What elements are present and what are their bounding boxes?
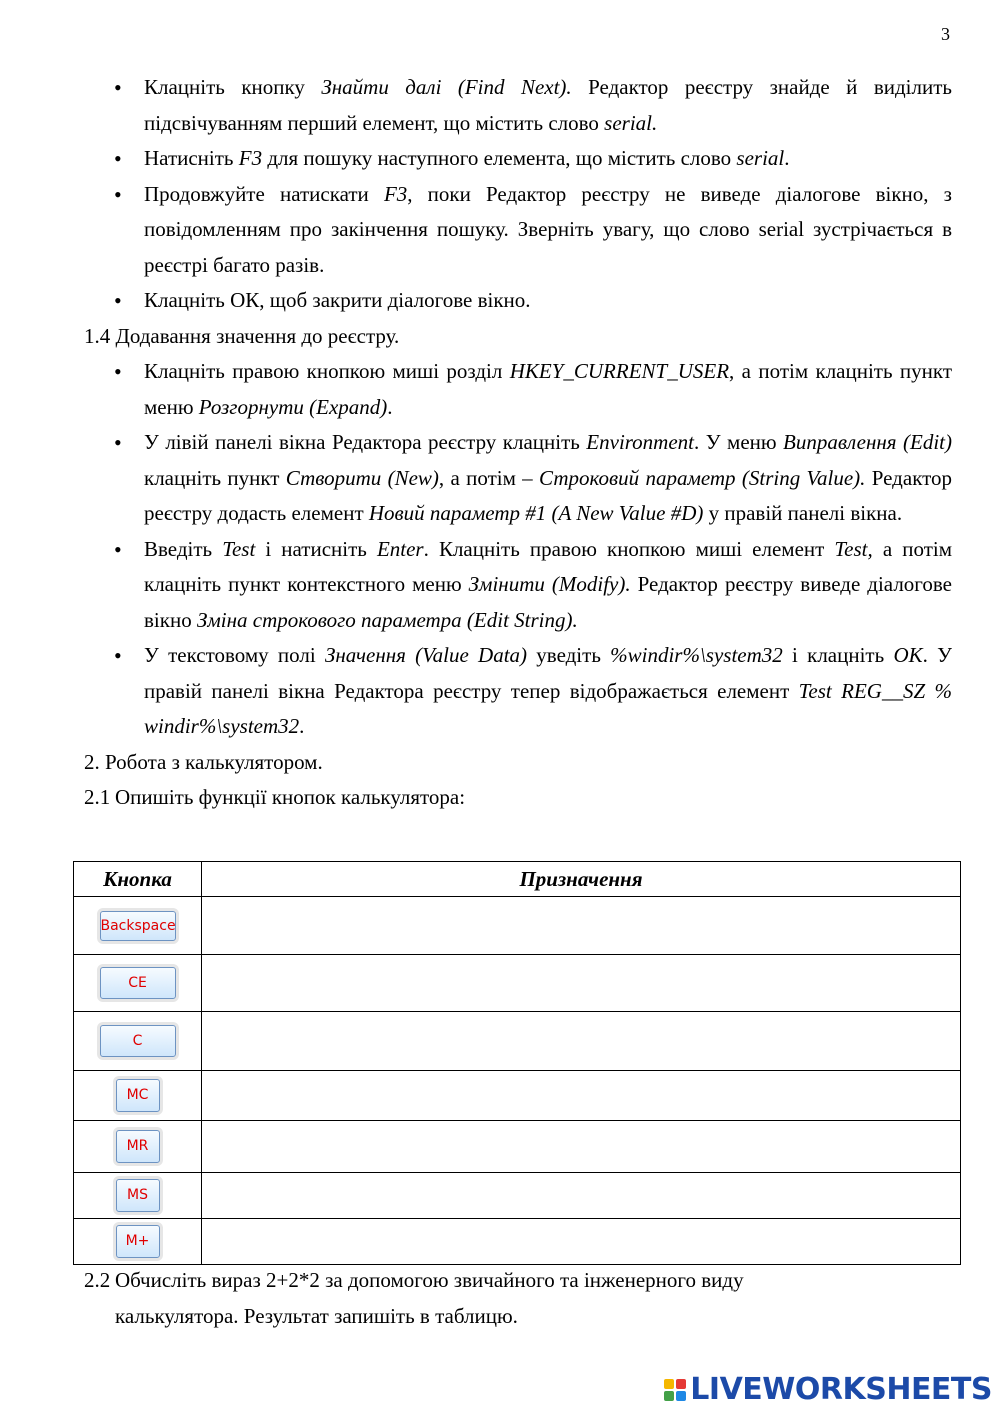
section-2-1-text: Опишіть функції кнопок калькулятора: <box>115 785 466 809</box>
button-cell <box>74 1219 202 1265</box>
text-run: . <box>299 714 305 738</box>
text-run: , а потім – <box>438 465 540 490</box>
italic-term: serial. <box>604 110 658 135</box>
table-row <box>74 1173 961 1219</box>
bullet-item <box>84 177 952 284</box>
calc-button-mr: MR <box>116 1130 160 1163</box>
italic-term: F3 <box>238 146 263 170</box>
calc-button-mc: MC <box>116 1079 160 1112</box>
table-row <box>74 1071 961 1121</box>
table-header-row <box>74 862 961 897</box>
italic-term: Зміна строкового параметра (Edit String). <box>196 607 578 632</box>
italic-term: Строковий параметр (String Value). <box>539 465 866 490</box>
column-header-purpose: Призначення <box>202 862 961 897</box>
calc-button-backspace: Backspace <box>100 911 176 941</box>
document-body <box>84 70 952 816</box>
text-run: у правій панелі вікна. <box>703 501 903 525</box>
italic-term: Виправлення (Edit) <box>783 430 953 454</box>
italic-term: %windir%\system32 <box>610 643 783 667</box>
section-1-4-heading: 1.4 Додавання значення до реєстру. <box>84 323 400 348</box>
text-run: Клацніть кнопку <box>144 75 322 99</box>
calc-button-ce: CE <box>100 967 176 999</box>
section-2-heading: 2. Робота з калькулятором. <box>84 749 323 774</box>
text-run: , поки Редактор реєстру не виведе діалогове вікно, з повідомленням про закінчення пошуку. Зверніть увагу, що слово serial зустрічається в реєстрі багато разів. <box>144 181 952 277</box>
text-run: . У правій панелі вікна Редактора реєстру тепер відображається елемент <box>144 643 952 703</box>
italic-term: Новий параметр #1 (A New Value #D) <box>368 501 704 525</box>
table-row <box>74 1219 961 1265</box>
bullet-item <box>84 425 952 532</box>
section-2-1-number: 2.1 <box>84 785 111 809</box>
button-cell <box>74 897 202 955</box>
text-run: У лівій панелі вікна Редактора реєстру клацніть <box>144 430 587 454</box>
table-row <box>74 1121 961 1173</box>
purpose-cell[interactable] <box>202 1121 961 1173</box>
italic-term: Test REG__SZ % windir%\system32 <box>144 678 953 738</box>
logo-tile <box>664 1391 674 1401</box>
text-run: Редактор реєстру знайде й виділить підсвічуванням перший елемент, що містить слово <box>144 75 952 135</box>
table-body <box>74 897 961 1265</box>
liveworksheets-logo <box>664 1372 992 1407</box>
table-row <box>74 897 961 955</box>
logo-mark-icon <box>664 1379 686 1401</box>
section-2-1-heading <box>84 780 952 816</box>
italic-term: Розгорнути (Expand) <box>198 394 388 419</box>
text-run: , а потім клацніть пункт меню <box>144 359 953 419</box>
text-run: . <box>387 394 393 419</box>
bullet-item <box>84 70 952 141</box>
section-2-2 <box>84 1262 952 1334</box>
purpose-cell[interactable] <box>202 1012 961 1071</box>
calculator-buttons-table <box>73 861 961 1265</box>
logo-tile <box>664 1379 674 1389</box>
purpose-cell[interactable] <box>202 897 961 955</box>
text-run: . У меню <box>694 430 784 454</box>
purpose-cell[interactable] <box>202 1173 961 1219</box>
add-value-steps-list <box>84 354 952 745</box>
section-2-2-text-1: Обчисліть вираз 2+2*2 за допомогою звичайного та інженерного виду <box>115 1268 744 1292</box>
button-cell <box>74 1012 202 1071</box>
text-run: і клацніть <box>782 643 894 667</box>
text-run: Клацніть правою кнопкою миші розділ <box>144 359 510 383</box>
logo-tile <box>676 1391 686 1401</box>
calc-button-ms: MS <box>116 1179 160 1212</box>
section-2-2-line-2: калькулятора. Результат запишіть в таблицю. <box>115 1304 518 1328</box>
bullet-item <box>84 532 952 639</box>
text-run: Редактор реєстру додасть елемент <box>144 465 953 525</box>
text-run: для пошуку наступного елемента, що містить слово <box>262 146 737 170</box>
search-steps-list <box>84 70 952 319</box>
purpose-cell[interactable] <box>202 1071 961 1121</box>
italic-term: Enter <box>376 536 424 561</box>
italic-term: Test, <box>834 536 873 561</box>
text-run: У текстовому полі <box>144 643 325 667</box>
purpose-cell[interactable] <box>202 1219 961 1265</box>
text-run: Натисніть <box>144 146 239 170</box>
italic-term: OK <box>893 643 923 667</box>
italic-term: serial <box>736 146 785 170</box>
button-cell <box>74 955 202 1012</box>
calc-button-c: C <box>100 1025 176 1057</box>
column-header-button: Кнопка <box>74 862 202 897</box>
italic-term: Значення (Value Data) <box>324 643 528 667</box>
italic-term: F3 <box>383 181 408 206</box>
text-run: і натисніть <box>255 536 377 561</box>
logo-text: LIVEWORKSHEETS <box>690 1372 992 1407</box>
bullet-item <box>84 354 952 425</box>
section-2-2-line-1 <box>84 1262 952 1298</box>
section-2-2-number: 2.2 <box>84 1268 111 1292</box>
button-cell <box>74 1173 202 1219</box>
text-run: . Клацніть правою кнопкою миші елемент <box>423 536 835 561</box>
italic-term: Створити (New) <box>285 465 439 490</box>
text-run: уведіть <box>527 643 611 667</box>
bullet-item <box>84 638 952 745</box>
italic-term: Test <box>222 536 256 561</box>
text-run: а потім клацніть пункт контекстного меню <box>144 536 952 596</box>
button-cell <box>74 1071 202 1121</box>
page-number: 3 <box>941 24 950 44</box>
bullet-item <box>84 283 952 319</box>
italic-term: HKEY_CURRENT_USER <box>509 359 730 383</box>
calc-button-m-: M+ <box>116 1225 160 1258</box>
text-run: Редактор реєстру виведе діалогове вікно <box>144 572 953 632</box>
button-cell <box>74 1121 202 1173</box>
table-row <box>74 1012 961 1071</box>
text-run: . <box>784 146 790 170</box>
text-run: Клацніть ОК, щоб закрити діалогове вікно. <box>144 288 531 312</box>
text-run: Введіть <box>144 536 223 561</box>
purpose-cell[interactable] <box>202 955 961 1012</box>
italic-term: Знайти далі (Find Next). <box>321 75 572 99</box>
table-row <box>74 955 961 1012</box>
text-run: Продовжуйте натискати <box>144 181 384 206</box>
logo-tile <box>676 1379 686 1389</box>
text-run: клацніть пункт <box>144 465 286 490</box>
italic-term: Змінити (Modify). <box>468 572 631 596</box>
bullet-item <box>84 141 952 177</box>
italic-term: Environment <box>586 430 694 454</box>
